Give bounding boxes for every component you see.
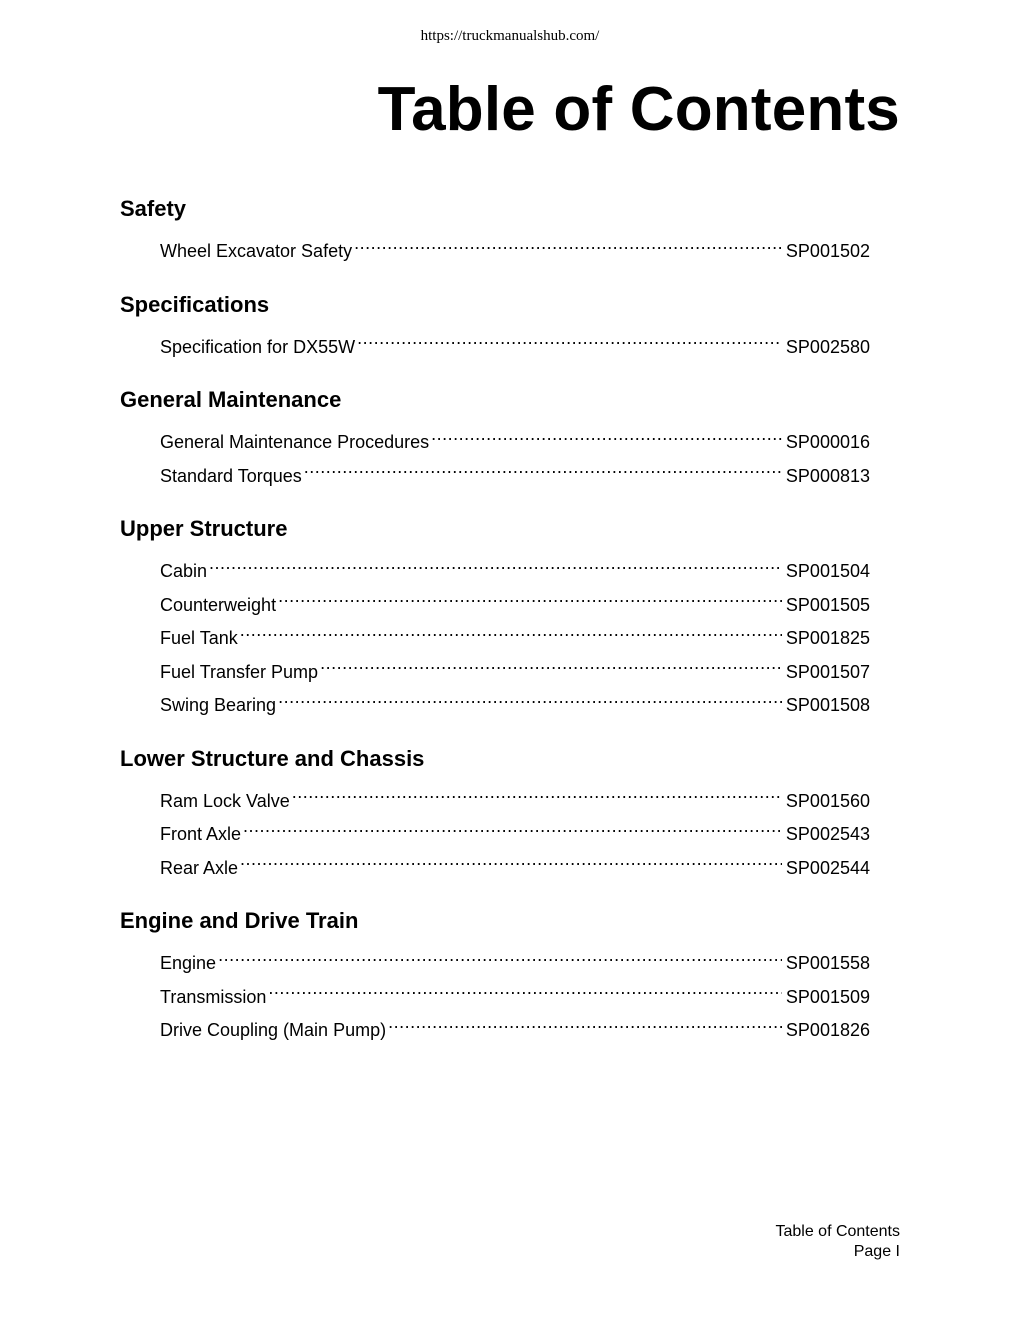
entry-code: SP000016 bbox=[785, 432, 870, 452]
entry-label: Specification for DX55W bbox=[160, 336, 356, 357]
toc-entry[interactable] bbox=[160, 689, 870, 723]
entry-label: Counterweight bbox=[160, 594, 277, 615]
toc-section bbox=[120, 383, 870, 493]
entry-code: SP001825 bbox=[785, 628, 870, 648]
dot-leader bbox=[320, 660, 782, 678]
entry-label: Standard Torques bbox=[160, 465, 302, 486]
toc-entry[interactable] bbox=[160, 460, 870, 494]
dot-leader bbox=[357, 335, 782, 353]
toc-entry[interactable] bbox=[160, 852, 870, 886]
entry-label: Transmission bbox=[160, 986, 267, 1007]
entry-code: SP001504 bbox=[785, 561, 870, 581]
dot-leader bbox=[278, 693, 782, 711]
dot-leader bbox=[388, 1018, 782, 1036]
entry-label: Ram Lock Valve bbox=[160, 790, 290, 811]
dot-leader bbox=[431, 430, 782, 448]
section-heading: Lower Structure and Chassis bbox=[120, 745, 425, 771]
section-heading: Specifications bbox=[120, 291, 270, 317]
entry-label: Wheel Excavator Safety bbox=[160, 241, 353, 261]
entry-label: Fuel Transfer Pump bbox=[160, 661, 319, 682]
entry-code: SP001507 bbox=[785, 661, 870, 682]
entry-code: SP001505 bbox=[785, 594, 870, 615]
toc-entry[interactable] bbox=[160, 818, 870, 852]
section-heading: Engine and Drive Train bbox=[120, 908, 359, 933]
source-url[interactable]: https://truckmanualshub.com/ bbox=[420, 28, 600, 44]
entry-code: SP002580 bbox=[785, 336, 870, 357]
entry-code: SP002543 bbox=[785, 824, 870, 844]
dot-leader bbox=[218, 951, 782, 969]
entry-code: SP001826 bbox=[785, 1020, 870, 1040]
entry-label: General Maintenance Procedures bbox=[160, 432, 430, 452]
toc-entry[interactable] bbox=[160, 331, 870, 365]
entry-label: Front Axle bbox=[160, 824, 242, 844]
footer-section-label: Table of Contents bbox=[775, 1223, 900, 1240]
page-title: Table of Contents bbox=[377, 75, 900, 144]
section-heading: Upper Structure bbox=[120, 516, 288, 541]
entry-code: SP001509 bbox=[785, 986, 870, 1007]
dot-leader bbox=[240, 626, 782, 644]
dot-leader bbox=[240, 856, 782, 874]
toc-entry[interactable] bbox=[160, 947, 870, 981]
entry-code: SP002544 bbox=[785, 857, 870, 878]
toc-section bbox=[120, 192, 870, 269]
page-footer bbox=[775, 1222, 900, 1262]
dot-leader bbox=[243, 822, 782, 840]
footer-page-number: Page I bbox=[853, 1243, 900, 1260]
entry-code: SP001560 bbox=[785, 790, 870, 811]
entry-label: Swing Bearing bbox=[160, 695, 277, 715]
entry-code: SP001508 bbox=[785, 695, 870, 715]
toc-section bbox=[120, 512, 870, 723]
toc-entry[interactable] bbox=[160, 589, 870, 623]
toc-entry[interactable] bbox=[160, 981, 870, 1015]
toc-section bbox=[120, 904, 870, 1048]
toc-entry[interactable] bbox=[160, 622, 870, 656]
toc-section bbox=[120, 742, 870, 886]
entry-code: SP000813 bbox=[785, 465, 870, 486]
entry-label: Drive Coupling (Main Pump) bbox=[160, 1020, 387, 1040]
dot-leader bbox=[354, 239, 782, 257]
dot-leader bbox=[304, 464, 782, 482]
table-of-contents bbox=[120, 192, 870, 1067]
section-heading: General Maintenance bbox=[120, 387, 342, 412]
toc-entry[interactable] bbox=[160, 426, 870, 460]
dot-leader bbox=[268, 985, 782, 1003]
toc-section bbox=[120, 288, 870, 365]
entry-label: Fuel Tank bbox=[160, 628, 238, 648]
toc-entry[interactable] bbox=[160, 1014, 870, 1048]
toc-entry[interactable] bbox=[160, 235, 870, 269]
toc-entry[interactable] bbox=[160, 656, 870, 690]
entry-code: SP001502 bbox=[785, 241, 870, 261]
section-heading: Safety bbox=[120, 196, 187, 221]
dot-leader bbox=[292, 789, 782, 807]
dot-leader bbox=[209, 559, 782, 577]
dot-leader bbox=[278, 593, 782, 611]
entry-code: SP001558 bbox=[785, 953, 870, 973]
toc-entry[interactable] bbox=[160, 555, 870, 589]
toc-entry[interactable] bbox=[160, 785, 870, 819]
entry-label: Cabin bbox=[160, 561, 208, 581]
entry-label: Rear Axle bbox=[160, 857, 239, 878]
entry-label: Engine bbox=[160, 953, 217, 973]
